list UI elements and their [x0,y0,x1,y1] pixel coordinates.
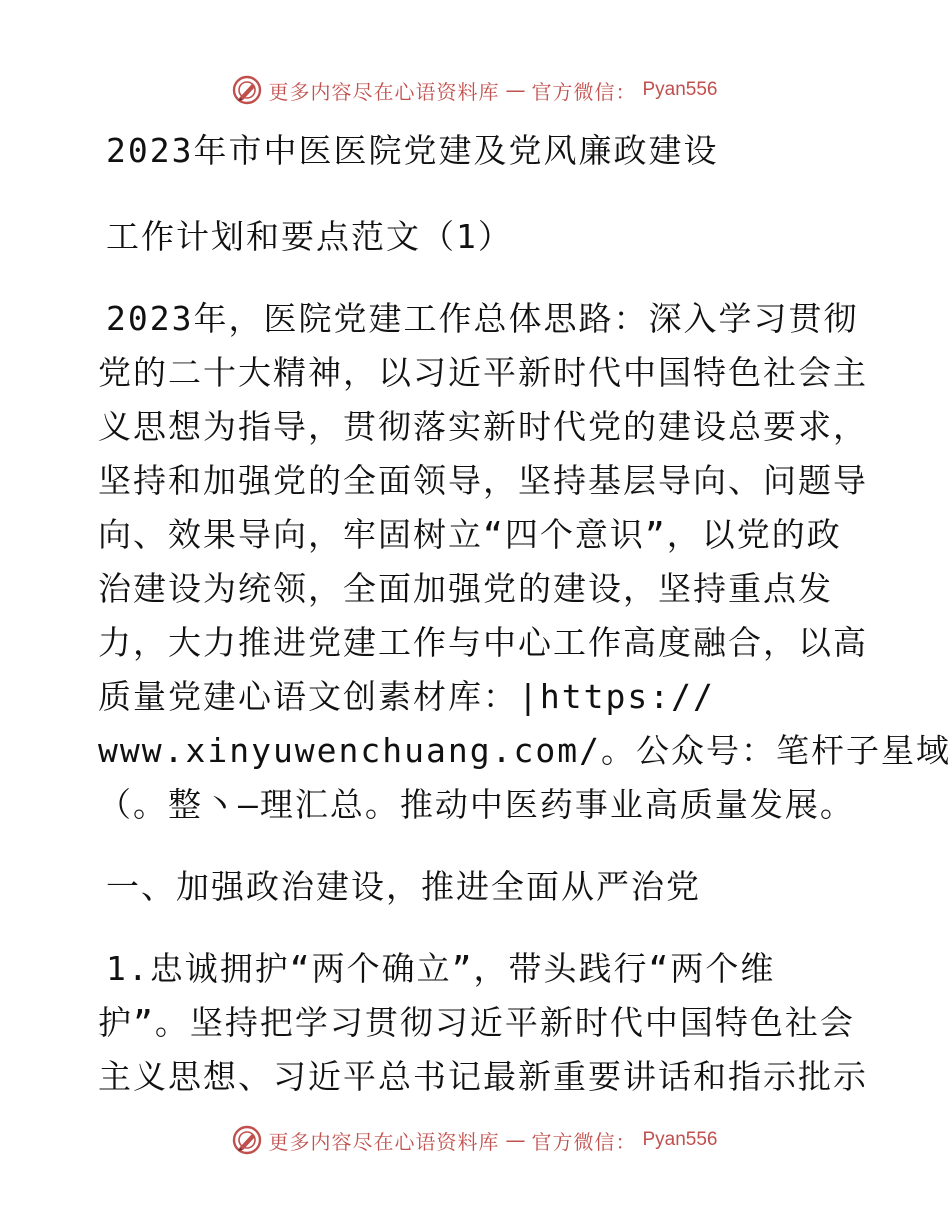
watermark-contact-label: 官方微信： [531,79,637,104]
bottom-watermark [0,1122,950,1158]
watermark-brand: 更多内容尽在心语资料库 [268,1129,500,1154]
paragraph-line: 质量党建心语文创素材库：|https:// [98,677,715,716]
item-1-paragraph [98,942,868,1104]
pen-logo-icon [232,75,262,105]
top-watermark [0,72,950,108]
watermark-separator: — [505,1128,526,1152]
paragraph-line: 2023年，医院党建工作总体思路：深入学习贯彻 [106,299,859,338]
paragraph-line: 义思想为指导，贯彻落实新时代党的建设总要求， [98,407,868,446]
document-body [98,124,951,1104]
paragraph-line: 1.忠诚拥护“两个确立”，带头践行“两个维 [106,949,776,988]
section-heading: 一、加强政治建设，推进全面从严治党 [106,867,701,906]
paragraph-line: www.xinyuwenchuang.com/。公众号：笔杆子星域 [98,731,951,770]
paragraph-line: 治建设为统领，全面加强党的建设，坚持重点发 [98,569,833,608]
paragraph-line: 向、效果导向，牢固树立“四个意识”，以党的政 [98,515,842,554]
document-title-line-1: 2023年市中医医院党建及党风廉政建设 [106,131,719,170]
watermark-handle: Pyan556 [642,79,718,100]
paragraph-line: 力，大力推进党建工作与中心工作高度融合，以高 [98,623,868,662]
document-title-line-2: 工作计划和要点范文（1） [106,217,513,256]
paragraph-line: 党的二十大精神，以习近平新时代中国特色社会主 [98,353,868,392]
intro-paragraph [98,292,951,832]
watermark-handle: Pyan556 [642,1129,718,1150]
watermark-separator: — [505,78,526,102]
pen-logo-icon [232,1125,262,1155]
watermark-brand: 更多内容尽在心语资料库 [268,79,500,104]
paragraph-line: 护”。坚持把学习贯彻习近平新时代中国特色社会 [98,1003,855,1042]
watermark-contact-label: 官方微信： [531,1129,637,1154]
paragraph-line: 主义思想、习近平总书记最新重要讲话和指示批示 [98,1057,868,1096]
paragraph-line: 坚持和加强党的全面领导，坚持基层导向、问题导 [98,461,868,500]
paragraph-line: （。整丶—理汇总。推动中医药事业高质量发展。 [98,785,855,824]
